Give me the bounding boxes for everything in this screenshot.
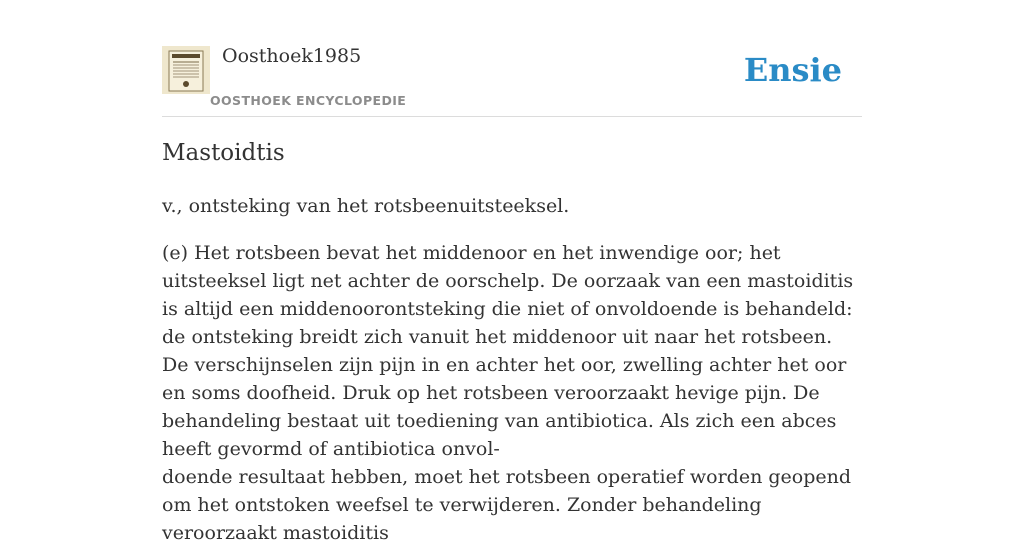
article-paragraph: v., ontsteking van het rotsbeenuitsteeksel. xyxy=(162,195,570,217)
encyclopedia-cover-icon xyxy=(162,46,210,94)
author-link[interactable]: Oosthoek1985 xyxy=(222,45,362,67)
article-title: Mastoidtis xyxy=(162,140,285,166)
author-avatar[interactable] xyxy=(162,46,210,94)
article-header xyxy=(162,0,862,117)
source-label: OOSTHOEK ENCYCLOPEDIE xyxy=(210,93,407,108)
article-paragraph: (e) Het rotsbeen bevat het middenoor en het inwendige oor; het uitsteeksel ligt net achter de oorschelp. De oorzaak van een mastoiditis is altijd een middenoorontsteking die niet of onvoldoende is behandeld: de ontsteking breidt zich vanuit het middenoor uit naar het rotsbeen. De verschijnselen zijn pijn in en achter het oor, zwelling achter het oor en soms doofheid. Druk op het rotsbeen veroorzaakt hevige pijn. De behandeling bestaat uit toediening van antibiotica. Als zich een abces heeft gevormd of antibiotica onvol- xyxy=(162,242,854,460)
page-container xyxy=(162,0,862,544)
brand-logo-link[interactable]: Ensie xyxy=(743,51,842,89)
article-paragraph: doende resultaat hebben, moet het rotsbeen operatief worden geopend om het ontstoken weefsel te verwijderen. Zonder behandeling veroorzaakt mastoiditis xyxy=(162,466,852,544)
